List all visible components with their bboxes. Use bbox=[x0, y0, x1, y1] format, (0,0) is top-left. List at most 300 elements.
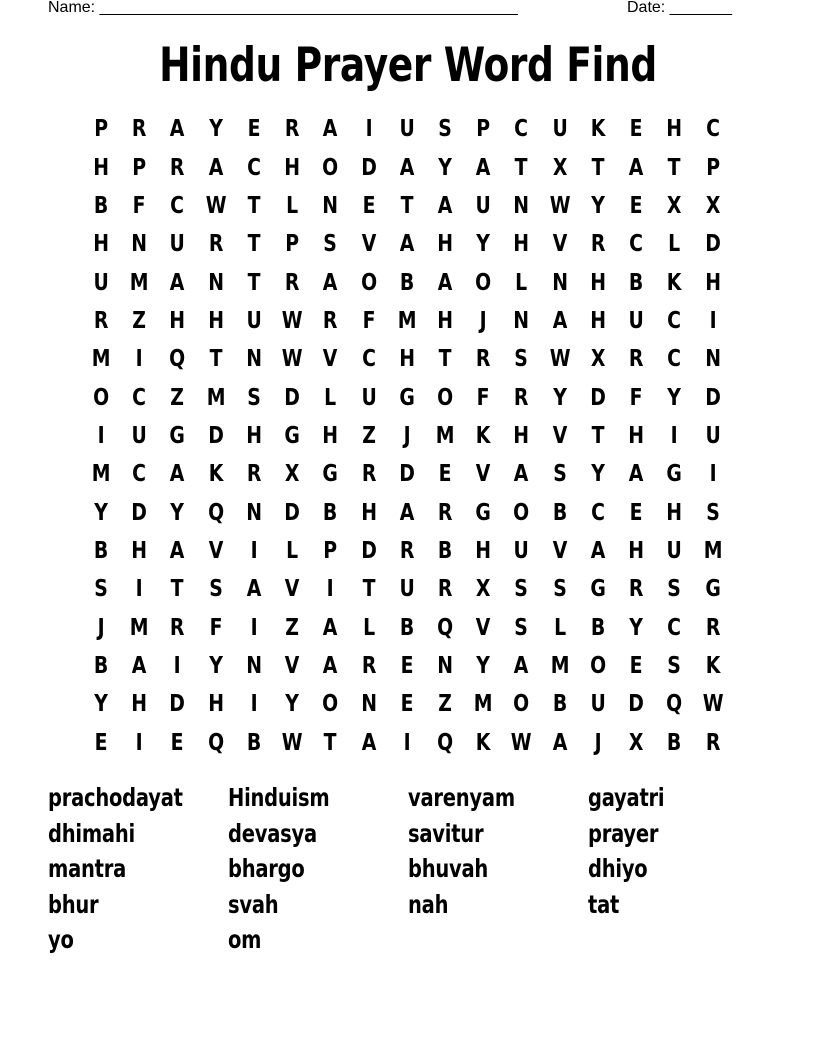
grid-letter: L bbox=[362, 614, 375, 641]
grid-letter: U bbox=[704, 422, 721, 449]
grid-letter: V bbox=[552, 231, 568, 258]
word-bank-item: Hinduism bbox=[228, 783, 330, 812]
grid-letter: V bbox=[284, 652, 300, 679]
grid-letter: Y bbox=[170, 499, 185, 526]
grid-letter: A bbox=[323, 269, 338, 296]
grid-letter: B bbox=[399, 614, 415, 641]
grid-letter: I bbox=[670, 422, 678, 449]
grid-row bbox=[82, 570, 732, 608]
word-bank-item: nah bbox=[408, 889, 449, 919]
grid-letter: D bbox=[704, 384, 721, 411]
grid-letter: G bbox=[322, 461, 339, 488]
grid-letter: W bbox=[549, 192, 571, 219]
grid-letter: H bbox=[628, 422, 645, 449]
grid-letter: G bbox=[475, 499, 492, 526]
grid-letter: M bbox=[91, 461, 111, 488]
grid-letter: F bbox=[476, 384, 490, 411]
grid-letter: Q bbox=[437, 614, 454, 641]
grid-letter: A bbox=[399, 499, 415, 526]
grid-letter: R bbox=[284, 116, 300, 143]
grid-letter: V bbox=[208, 537, 224, 564]
grid-letter: P bbox=[476, 116, 491, 143]
grid-letter: B bbox=[323, 499, 338, 526]
grid-letter: X bbox=[552, 154, 567, 181]
grid-letter: I bbox=[250, 614, 258, 641]
grid-letter: R bbox=[437, 499, 453, 526]
grid-letter: I bbox=[250, 691, 258, 718]
grid-letter: H bbox=[590, 307, 606, 334]
grid-letter: E bbox=[94, 729, 108, 756]
grid-letter: K bbox=[208, 461, 224, 488]
grid-row bbox=[82, 455, 732, 493]
grid-letter: I bbox=[135, 576, 143, 603]
grid-letter: R bbox=[170, 614, 185, 641]
grid-letter: B bbox=[246, 729, 262, 756]
grid-letter: A bbox=[323, 652, 338, 679]
grid-letter: K bbox=[705, 652, 720, 679]
grid-letter: P bbox=[132, 154, 147, 181]
grid-letter: Q bbox=[437, 729, 454, 756]
grid-letter: M bbox=[91, 346, 111, 373]
grid-letter: H bbox=[131, 691, 148, 718]
grid-letter: T bbox=[400, 192, 414, 219]
grid-letter: Z bbox=[361, 422, 376, 449]
grid-letter: H bbox=[513, 422, 530, 449]
grid-letter: H bbox=[246, 422, 262, 449]
grid-row bbox=[82, 685, 732, 723]
grid-letter: V bbox=[284, 576, 300, 603]
grid-letter: W bbox=[281, 729, 303, 756]
grid-letter: E bbox=[438, 461, 452, 488]
grid-letter: Q bbox=[666, 691, 683, 718]
grid-letter: E bbox=[362, 192, 376, 219]
grid-letter: Y bbox=[629, 614, 644, 641]
grid-letter: Y bbox=[285, 691, 300, 718]
grid-letter: D bbox=[284, 384, 301, 411]
grid-row bbox=[82, 187, 732, 225]
grid-letter: W bbox=[549, 346, 571, 373]
grid-letter: M bbox=[397, 307, 417, 334]
grid-letter: O bbox=[513, 499, 530, 526]
grid-letter: C bbox=[705, 116, 720, 143]
grid-letter: A bbox=[628, 154, 644, 181]
grid-letter: R bbox=[590, 231, 606, 258]
grid-letter: R bbox=[399, 537, 415, 564]
grid-row bbox=[82, 225, 732, 263]
grid-letter: E bbox=[400, 691, 414, 718]
grid-letter: D bbox=[360, 537, 377, 564]
grid-letter: T bbox=[323, 729, 337, 756]
grid-letter: A bbox=[514, 652, 529, 679]
grid-letter: H bbox=[437, 231, 453, 258]
grid-letter: V bbox=[552, 537, 568, 564]
grid-letter: R bbox=[476, 346, 491, 373]
grid-letter: K bbox=[475, 729, 491, 756]
grid-letter: Y bbox=[591, 461, 605, 488]
grid-letter: E bbox=[400, 652, 414, 679]
grid-letter: R bbox=[628, 576, 644, 603]
grid-letter: Q bbox=[207, 499, 224, 526]
grid-letter: J bbox=[594, 729, 602, 756]
grid-row bbox=[82, 724, 732, 762]
word-bank-item: prayer bbox=[588, 818, 659, 848]
grid-letter: S bbox=[514, 346, 529, 373]
grid-letter: Y bbox=[438, 154, 452, 181]
grid-row bbox=[82, 148, 732, 186]
grid-letter: N bbox=[513, 192, 530, 219]
grid-letter: A bbox=[361, 729, 376, 756]
grid-letter: H bbox=[704, 269, 721, 296]
grid-letter: U bbox=[131, 422, 147, 449]
grid-letter: D bbox=[131, 499, 148, 526]
word-bank-item: savitur bbox=[408, 818, 484, 848]
grid-letter: U bbox=[475, 192, 491, 219]
grid-letter: X bbox=[590, 346, 606, 373]
grid-letter: J bbox=[97, 614, 105, 641]
grid-letter: E bbox=[171, 729, 184, 756]
grid-letter: S bbox=[438, 116, 452, 143]
grid-letter: C bbox=[591, 499, 605, 526]
grid-letter: N bbox=[513, 307, 530, 334]
grid-letter: A bbox=[399, 231, 415, 258]
grid-letter: N bbox=[246, 346, 262, 373]
grid-letter: U bbox=[169, 231, 186, 258]
grid-letter: G bbox=[399, 384, 415, 411]
grid-letter: K bbox=[475, 422, 491, 449]
grid-letter: U bbox=[513, 537, 530, 564]
grid-letter: S bbox=[323, 231, 338, 258]
grid-letter: R bbox=[93, 307, 109, 334]
grid-letter: G bbox=[169, 422, 186, 449]
grid-letter: T bbox=[362, 576, 376, 603]
grid-letter: B bbox=[590, 614, 606, 641]
grid-letter: W bbox=[281, 346, 303, 373]
grid-letter: E bbox=[629, 116, 643, 143]
page-title: Hindu Prayer Word Find bbox=[159, 38, 657, 93]
grid-letter: C bbox=[247, 154, 261, 181]
grid-letter: A bbox=[208, 154, 224, 181]
grid-letter: C bbox=[361, 346, 376, 373]
grid-row bbox=[82, 340, 732, 378]
word-bank-item: varenyam bbox=[408, 783, 515, 812]
grid-row bbox=[82, 608, 732, 646]
grid-letter: U bbox=[628, 307, 644, 334]
grid-letter: M bbox=[550, 652, 570, 679]
grid-letter: A bbox=[170, 461, 185, 488]
grid-letter: X bbox=[476, 576, 491, 603]
grid-letter: R bbox=[284, 269, 300, 296]
grid-row bbox=[82, 417, 732, 455]
grid-letter: C bbox=[170, 192, 185, 219]
grid-letter: D bbox=[590, 384, 606, 411]
grid-letter: A bbox=[552, 729, 568, 756]
grid-letter: D bbox=[169, 691, 186, 718]
grid-letter: R bbox=[246, 461, 262, 488]
grid-letter: T bbox=[591, 154, 605, 181]
grid-letter: H bbox=[131, 537, 148, 564]
grid-letter: U bbox=[399, 576, 415, 603]
grid-letter: H bbox=[93, 231, 110, 258]
grid-letter: T bbox=[247, 231, 261, 258]
grid-letter: I bbox=[250, 537, 258, 564]
grid-letter: S bbox=[514, 576, 529, 603]
grid-letter: P bbox=[323, 537, 338, 564]
grid-letter: N bbox=[207, 269, 224, 296]
grid-letter: P bbox=[94, 116, 109, 143]
word-bank-item: devasya bbox=[228, 818, 317, 848]
grid-letter: Q bbox=[207, 729, 224, 756]
grid-letter: U bbox=[590, 691, 606, 718]
grid-letter: H bbox=[284, 154, 301, 181]
grid-letter: B bbox=[552, 691, 567, 718]
grid-letter: S bbox=[667, 576, 682, 603]
word-bank-item: svah bbox=[228, 889, 279, 919]
grid-letter: V bbox=[552, 422, 568, 449]
grid-letter: T bbox=[247, 269, 261, 296]
grid-letter: I bbox=[97, 422, 105, 449]
grid-letter: R bbox=[361, 652, 376, 679]
word-bank-item: bhur bbox=[48, 889, 99, 919]
word-bank-item: prachodayat bbox=[48, 783, 183, 812]
grid-letter: B bbox=[667, 729, 682, 756]
grid-letter: T bbox=[667, 154, 681, 181]
word-bank-item: yo bbox=[48, 925, 74, 954]
grid-letter: N bbox=[131, 231, 148, 258]
grid-letter: L bbox=[668, 231, 681, 258]
word-bank-item: gayatri bbox=[588, 783, 665, 812]
grid-letter: Y bbox=[208, 652, 223, 679]
grid-letter: L bbox=[324, 384, 337, 411]
grid-letter: Z bbox=[170, 384, 185, 411]
grid-letter: N bbox=[246, 499, 262, 526]
grid-letter: P bbox=[705, 154, 720, 181]
grid-letter: C bbox=[667, 346, 682, 373]
grid-row bbox=[82, 493, 732, 531]
grid-letter: H bbox=[93, 154, 110, 181]
word-bank-item: mantra bbox=[48, 854, 127, 883]
grid-letter: T bbox=[438, 346, 452, 373]
grid-letter: O bbox=[513, 691, 530, 718]
grid-letter: C bbox=[132, 384, 147, 411]
grid-letter: C bbox=[667, 307, 682, 334]
grid-letter: A bbox=[170, 537, 185, 564]
grid-letter: I bbox=[709, 461, 717, 488]
grid-letter: C bbox=[667, 614, 682, 641]
grid-letter: A bbox=[399, 154, 415, 181]
grid-letter: R bbox=[628, 346, 644, 373]
grid-letter: Y bbox=[208, 116, 223, 143]
grid-letter: Y bbox=[476, 231, 491, 258]
grid-letter: D bbox=[360, 154, 377, 181]
grid-letter: Z bbox=[132, 307, 147, 334]
grid-letter: Y bbox=[552, 384, 567, 411]
grid-letter: H bbox=[513, 231, 530, 258]
grid-letter: U bbox=[552, 116, 568, 143]
grid-letter: F bbox=[209, 614, 223, 641]
grid-letter: Y bbox=[94, 499, 108, 526]
grid-letter: L bbox=[553, 614, 566, 641]
grid-letter: G bbox=[666, 461, 683, 488]
grid-row bbox=[82, 378, 732, 416]
grid-letter: R bbox=[514, 384, 529, 411]
grid-letter: G bbox=[590, 576, 606, 603]
grid-letter: R bbox=[361, 461, 376, 488]
grid-letter: A bbox=[132, 652, 147, 679]
word-bank-item: dhiyo bbox=[588, 854, 648, 883]
grid-letter: I bbox=[174, 652, 182, 679]
grid-letter: M bbox=[703, 537, 722, 564]
grid-letter: B bbox=[93, 192, 109, 219]
grid-letter: I bbox=[135, 729, 143, 756]
grid-letter: Y bbox=[667, 384, 682, 411]
grid-letter: S bbox=[552, 576, 567, 603]
grid-letter: M bbox=[473, 691, 493, 718]
grid-letter: T bbox=[171, 576, 184, 603]
grid-letter: H bbox=[666, 116, 683, 143]
grid-letter: E bbox=[247, 116, 261, 143]
grid-letter: D bbox=[207, 422, 224, 449]
grid-letter: H bbox=[666, 499, 683, 526]
grid-letter: H bbox=[207, 307, 224, 334]
grid-letter: Z bbox=[285, 614, 300, 641]
grid-letter: G bbox=[284, 422, 300, 449]
grid-letter: I bbox=[709, 307, 717, 334]
grid-letter: H bbox=[360, 499, 377, 526]
grid-letter: R bbox=[705, 614, 720, 641]
grid-letter: X bbox=[705, 192, 720, 219]
grid-letter: E bbox=[629, 499, 643, 526]
grid-letter: F bbox=[132, 192, 146, 219]
grid-letter: N bbox=[551, 269, 568, 296]
grid-letter: T bbox=[209, 346, 223, 373]
grid-letter: H bbox=[207, 691, 224, 718]
word-bank-item: tat bbox=[588, 889, 620, 919]
grid-letter: A bbox=[552, 307, 568, 334]
word-bank-item: bhuvah bbox=[408, 854, 489, 883]
grid-letter: B bbox=[628, 269, 644, 296]
grid-letter: A bbox=[323, 614, 338, 641]
grid-letter: U bbox=[93, 269, 109, 296]
grid-letter: D bbox=[704, 231, 721, 258]
grid-letter: A bbox=[514, 461, 529, 488]
grid-letter: O bbox=[322, 154, 339, 181]
grid-letter: A bbox=[475, 154, 491, 181]
grid-letter: S bbox=[94, 576, 108, 603]
grid-letter: T bbox=[515, 154, 528, 181]
grid-letter: O bbox=[93, 384, 110, 411]
grid-letter: O bbox=[475, 269, 492, 296]
grid-letter: V bbox=[323, 346, 338, 373]
grid-letter: H bbox=[169, 307, 186, 334]
grid-letter: B bbox=[93, 652, 109, 679]
grid-letter: I bbox=[326, 576, 334, 603]
grid-letter: H bbox=[398, 346, 415, 373]
grid-letter: A bbox=[628, 461, 644, 488]
grid-letter: S bbox=[514, 614, 529, 641]
word-search-grid bbox=[82, 110, 732, 762]
grid-letter: A bbox=[170, 269, 185, 296]
grid-letter: K bbox=[667, 269, 682, 296]
grid-letter: B bbox=[93, 537, 109, 564]
grid-letter: X bbox=[284, 461, 300, 488]
grid-letter: A bbox=[170, 116, 185, 143]
grid-letter: W bbox=[281, 307, 303, 334]
grid-letter: W bbox=[205, 192, 227, 219]
grid-letter: Z bbox=[438, 691, 452, 718]
grid-letter: I bbox=[135, 346, 143, 373]
grid-letter: S bbox=[705, 499, 720, 526]
grid-letter: D bbox=[628, 691, 645, 718]
grid-letter: U bbox=[246, 307, 262, 334]
grid-letter: X bbox=[667, 192, 682, 219]
grid-letter: L bbox=[286, 537, 299, 564]
grid-letter: V bbox=[361, 231, 376, 258]
grid-letter: Y bbox=[94, 691, 108, 718]
grid-letter: A bbox=[437, 192, 453, 219]
date-field: Date: _______ bbox=[627, 0, 732, 16]
grid-letter: F bbox=[362, 307, 376, 334]
grid-letter: R bbox=[323, 307, 338, 334]
grid-letter: M bbox=[129, 269, 149, 296]
grid-letter: N bbox=[360, 691, 377, 718]
grid-letter: V bbox=[475, 614, 491, 641]
grid-letter: C bbox=[514, 116, 529, 143]
grid-letter: S bbox=[667, 652, 682, 679]
word-bank-item: dhimahi bbox=[48, 818, 135, 848]
grid-letter: M bbox=[435, 422, 455, 449]
grid-letter: H bbox=[475, 537, 492, 564]
grid-row bbox=[82, 263, 732, 301]
grid-letter: H bbox=[628, 537, 645, 564]
grid-letter: R bbox=[132, 116, 147, 143]
grid-letter: N bbox=[704, 346, 721, 373]
grid-row bbox=[82, 647, 732, 685]
grid-letter: L bbox=[515, 269, 528, 296]
grid-letter: X bbox=[628, 729, 644, 756]
grid-letter: A bbox=[590, 537, 606, 564]
grid-row bbox=[82, 110, 732, 148]
grid-letter: O bbox=[589, 652, 606, 679]
word-bank-item: bhargo bbox=[228, 854, 305, 883]
grid-letter: H bbox=[590, 269, 606, 296]
grid-letter: C bbox=[629, 231, 644, 258]
word-bank bbox=[48, 780, 768, 958]
grid-row bbox=[82, 532, 732, 570]
grid-letter: W bbox=[702, 691, 724, 718]
grid-letter: D bbox=[284, 499, 301, 526]
grid-letter: J bbox=[403, 422, 411, 449]
grid-letter: S bbox=[247, 384, 261, 411]
grid-letter: B bbox=[437, 537, 453, 564]
grid-letter: V bbox=[475, 461, 491, 488]
grid-letter: Y bbox=[591, 192, 605, 219]
grid-letter: S bbox=[208, 576, 223, 603]
grid-letter: B bbox=[399, 269, 415, 296]
grid-letter: F bbox=[629, 384, 643, 411]
grid-letter: D bbox=[399, 461, 415, 488]
grid-letter: A bbox=[323, 116, 338, 143]
grid-letter: R bbox=[170, 154, 185, 181]
grid-letter: N bbox=[437, 652, 453, 679]
grid-letter: U bbox=[399, 116, 415, 143]
grid-row bbox=[82, 302, 732, 340]
grid-letter: W bbox=[511, 729, 532, 756]
word-bank-item: om bbox=[228, 925, 262, 954]
grid-letter: U bbox=[360, 384, 377, 411]
grid-letter: J bbox=[479, 307, 487, 334]
grid-letter: N bbox=[322, 192, 339, 219]
grid-letter: H bbox=[437, 307, 453, 334]
